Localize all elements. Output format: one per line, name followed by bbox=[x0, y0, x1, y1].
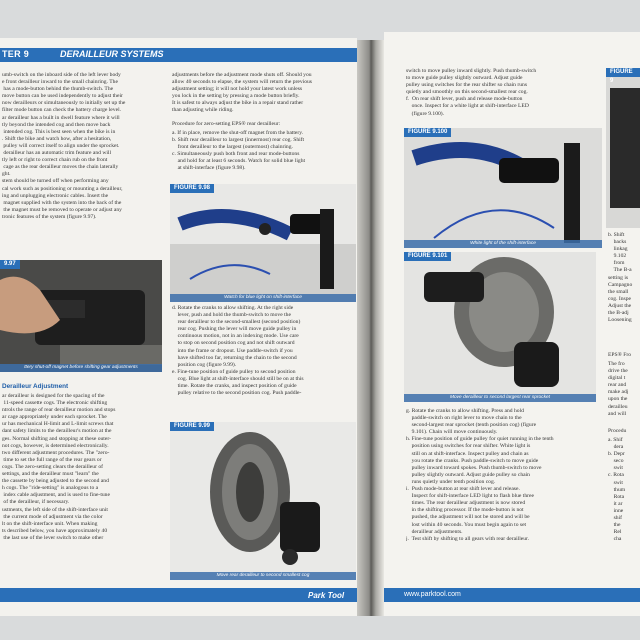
column-4-heading: EPS® Fro bbox=[608, 352, 632, 358]
figure-9-100 bbox=[404, 128, 602, 248]
cassette-photo bbox=[170, 422, 356, 580]
chapter-label: TER 9 bbox=[2, 49, 30, 59]
column-1-top: umb-switch on the inboard side of the left lever body e front derailleur inward to the small chainring. The has a mode-button behind the thumb-switch. The move button can be used independently to adjust their now derailleurs or simultaneously to initially set up the filter mode button can check the battery charge level. ar derailleur has a built in dwell feature where it will tly beyond the intended cog and then move back intended cog. This is best seen when the bike is in . Shift the bike and watch how, after a hesitation, pulley will correct itself to align under the sprocket. derailleur has an automatic trim feature and will tly left or right to correct chain rub on the front cage as the rear derailleur moves the chain laterally ght. stem should be turned off when performing any cal work such as positioning or mounting a derailleur, ing and unplugging electronic cables. Insert the magnet supplied with the system into the back of the the magnet must be removed to operate or adjust any tronic features of the system (figure 9.97). bbox=[2, 72, 126, 220]
handlebar-photo bbox=[170, 184, 356, 302]
figure-label: FIGURE 9.100 bbox=[404, 128, 451, 137]
figure-label: FIGURE 9.101 bbox=[404, 252, 451, 261]
park-tool-logo: Park Tool bbox=[308, 591, 345, 600]
figure-caption: Move rear derailleur to second smallest cog bbox=[170, 572, 356, 580]
figure-caption: White light of the shift-interface bbox=[404, 240, 602, 248]
book-gutter bbox=[357, 40, 384, 616]
column-2-intro: adjustments before the adjustment mode shuts off. Should you allow 40 seconds to elapse, the system will return the previous adjustment setting; it will not hold your latest work unless you lock in the setting by pressing a mode button briefly. It is safest to always adjust the bike in a repair stand rather than adjusting while riding. bbox=[172, 72, 312, 114]
figure-9-101 bbox=[404, 252, 596, 402]
figure-caption: Move derailleur to second largest rear sprocket bbox=[404, 394, 596, 402]
figure-9-99 bbox=[170, 422, 356, 580]
figure-9-98 bbox=[170, 184, 356, 302]
figure-9-97 bbox=[0, 260, 162, 372]
column-1-bottom: ar derailleur is designed for the spacing of the 11-speed cassette cogs. The electronic shifting ntrols the range of rear derailleur motion and stops ar cage appropriately under each sprocket. The ur has mechanical H-limit and L-limit screws that dant safety limits to the derailleur's motion at the ges. Normal shifting and stopping at these outer- not cogs, however, is determined electronically. two different adjustment procedures. The "zero- time to set the full range of the rear gears or cogs. The zero-setting clears the derailleur of settings, and the derailleur must "learn" the the cassette by being adjusted to the second and h cogs. The "ride-setting" is analogous to a index cable adjustment, and is used to fine-tune of the derailleur, if necessary. ustments, the left side of the shift-interface unit the current mode of adjustment via the color lt on the shift-interface unit. When making ts described below, you have approximately 40 the last use of the lever switch to make other bbox=[2, 393, 116, 541]
column-3-top: switch to move pulley inward slightly. Push thumb-switch to move guide pulley slightly outward. Adjust guide pulley using switches for the rear shifter so chain runs quietly and smoothly on this second-smallest rear cog. f. On rear shift lever, push and release mode-button once. Inspect for a white light at shift-interface LED (figure 9.100). bbox=[406, 68, 537, 117]
figure-label: FIGURE 9.98 bbox=[170, 184, 214, 193]
footer-url: www.parktool.com bbox=[404, 591, 461, 598]
column-3-bottom: g. Rotate the cranks to allow shifting. Press and hold paddle-switch on right lever to move chain to the second-largest rear sprocket (tenth position cog) (figure 9.101). Chain will move continuously. h. Fine-tune position of guide pulley for quiet running in the tenth position using switches for rear shifter. White light is still on at shift-interface. Inspect pulley and chain as you rotate the cranks. Push paddle-switch to move guide pulley inward toward spokes. Push thumb-switch to move pulley slightly outward. Adjust guide pulley so chain runs quietly under tenth position cog. i. Push mode-button at rear shift lever and release. Inspect for shift-interface LED light to flash blue three times. The rear derailleur adjustment is now stored in the shifting processor. If the mode-button is not pushed, the adjustment will not be stored and will be lost within 40 seconds. You must begin again to set derailleur adjustments. j. Test shift by shifting to all gears with rear derailleur. bbox=[406, 408, 554, 542]
column-4-procedure-heading: Procedu bbox=[608, 428, 627, 434]
figure-caption: Watch for blue light on shift-interface bbox=[170, 294, 356, 302]
column-4-top: b. Shift backs linkag 9.102 from The B-a setting is Campagno the small cog. Inspe Adjust the the B-adj Loosening bbox=[608, 232, 633, 324]
figure-label: FIGURE 9.99 bbox=[170, 422, 214, 431]
figure-label: 9.97 bbox=[0, 260, 20, 269]
left-footer-bar bbox=[0, 588, 357, 602]
figure-label: FIGURE 9 bbox=[606, 68, 640, 77]
shift-interface-photo bbox=[404, 128, 602, 248]
procedure-heading: Procedure for zero-setting EPS® rear derailleur: bbox=[172, 121, 281, 127]
figure-caption: ttery shut-off magnet before shifting gear adjustments bbox=[0, 364, 162, 372]
derailleur-photo bbox=[404, 252, 596, 402]
chapter-title: DERAILLEUR SYSTEMS bbox=[60, 49, 164, 59]
column-4-steps: a. Shif dera b. Depr seco swit c. Rota swit thum Rota it ar inne shif the Rel cha bbox=[608, 437, 626, 543]
procedure-steps-a-c: a. If in place, remove the shut-off magnet from the battery. b. Shift rear derailleur to largest (innermost) rear cog. Shift front derailleur to the largest (outermost) chainring. c. Simultaneously push both front and rear mode-buttons and hold for at least 6 seconds. Watch for solid blue light at shift-interface (figure 9.98). bbox=[172, 130, 306, 172]
procedure-steps-d-e: d. Rotate the cranks to allow shifting. At the right side lever, push and hold the thumb-switch to move the rear derailleur to the second-smallest (second position) rear cog. Pushing the lever will move guide pulley in continuous motion, not in an indexing mode. Use care to stop on second position cog and not shift outward into the frame or dropout. Use paddle-switch if you have shifted too far, returning the chain to the second position cog (figure 9.99). e. Fine-tune position of guide pulley to second position cog. Blue light at shift-interface should still be on at this time. Rotate the cranks, and inspect position of guide pulley relative to the second position cog. Push paddle- bbox=[172, 305, 304, 397]
section-heading: Derailleur Adjustment bbox=[2, 383, 69, 390]
battery-photo bbox=[0, 260, 162, 372]
figure-9-102 bbox=[606, 68, 640, 228]
chapter-header bbox=[0, 48, 357, 62]
rear-derailleur-photo bbox=[606, 68, 640, 228]
column-4-body: The fro drive the digital t rear and make adj upon the derailleu and will bbox=[608, 361, 629, 417]
